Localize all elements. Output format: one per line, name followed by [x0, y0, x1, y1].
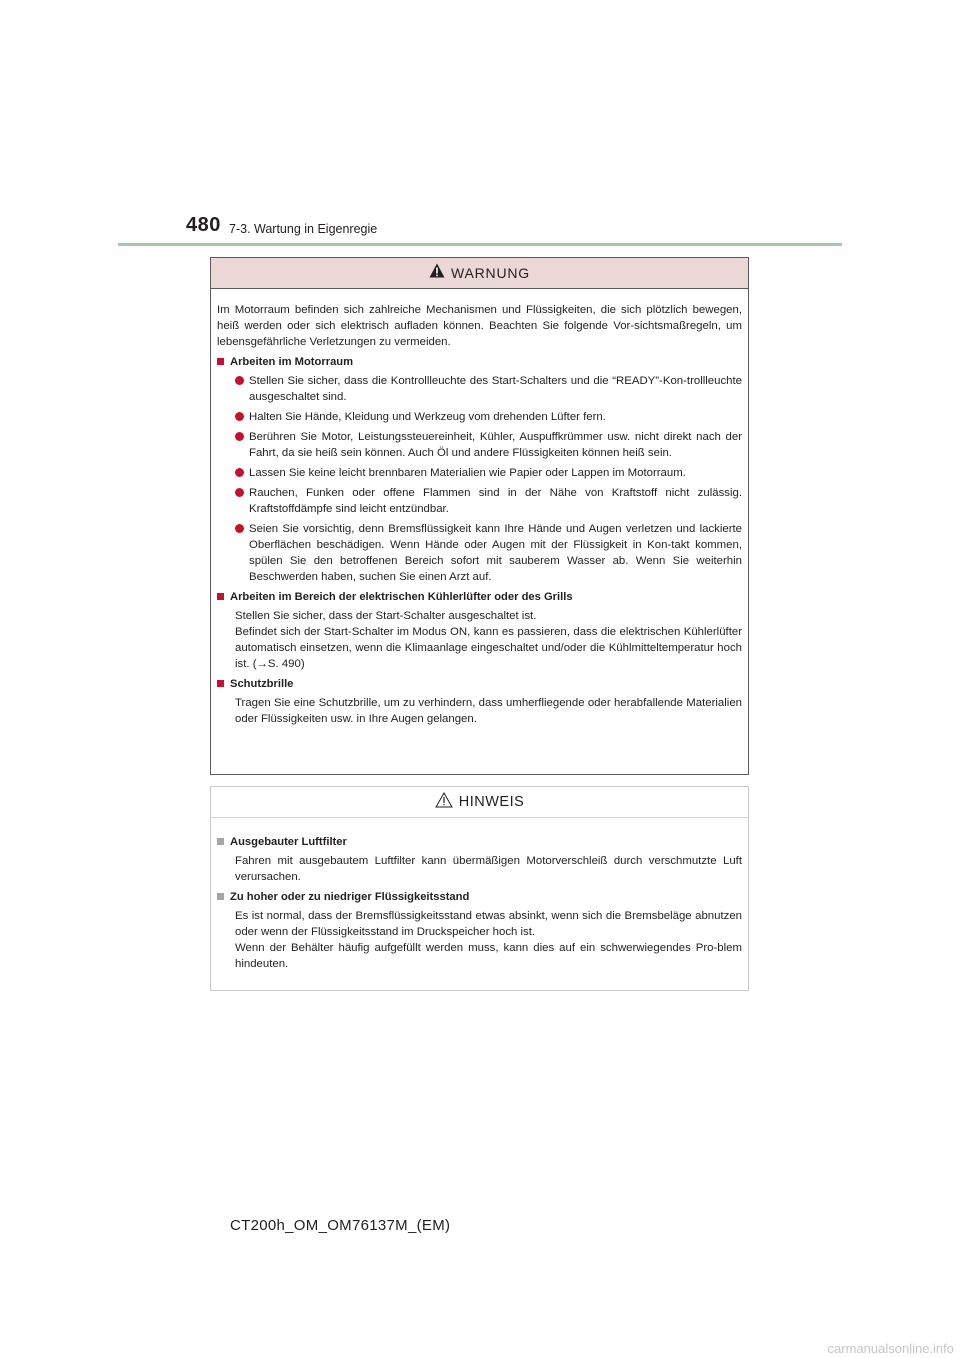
- round-bullet-icon: [235, 432, 244, 441]
- notice-text: Wenn der Behälter häufig aufgefüllt werden muss, kann dies auf ein schwerwiegendes Pro-blem hindeuten.: [235, 942, 742, 970]
- list-item: Seien Sie vorsichtig, denn Bremsflüssigkeit kann Ihre Hände und Augen verletzen und lackierte Oberflächen beschädigen. Wenn Hände oder Augen mit der Flüssigkeit in Kon-takt kommen, spülen Sie den betroffenen Bereich sofort mit sauberem Wasser ab. Wenn Sie weiterhin Beschwerden haben, suchen Sie einen Arzt auf.: [235, 521, 742, 585]
- list-item: Halten Sie Hände, Kleidung und Werkzeug vom drehenden Lüfter fern.: [235, 409, 742, 425]
- list-item: Rauchen, Funken oder offene Flammen sind in der Nähe von Kraftstoff nicht zulässig. Kraftstoffdämpfe sind leicht entzündbar.: [235, 485, 742, 517]
- watermark: carmanualsonline.info: [827, 1341, 954, 1356]
- caution-triangle-outline-icon: [435, 792, 453, 813]
- header-rule: [118, 243, 842, 246]
- notice-section-heading: Ausgebauter Luftfilter: [217, 834, 742, 850]
- warning-intro: Im Motorraum befinden sich zahlreiche Mechanismen und Flüssigkeiten, die sich plötzlich bewegen, heiß werden oder sich elektrisch aufladen können. Beachten Sie folgende Vor-sichtsmaßregeln, um lebensgefährliche Verletzungen zu vermeiden.: [217, 304, 742, 348]
- warning-section-heading: Arbeiten im Bereich der elektrischen Kühlerlüfter oder des Grills: [217, 589, 742, 605]
- list-item: Lassen Sie keine leicht brennbaren Materialien wie Papier oder Lappen im Motorraum.: [235, 465, 742, 481]
- square-bullet-icon: [217, 358, 224, 365]
- warning-text: Befindet sich der Start-Schalter im Modus ON, kann es passieren, dass die elektrischen Kühlerlüfter automatisch einsetzen, wenn die Klimaanlage eingeschaltet und/oder die Kühlmitteltemperatur hoch ist. (→S. 490): [235, 626, 742, 670]
- warning-header: [211, 258, 748, 289]
- notice-text: Es ist normal, dass der Bremsflüssigkeitsstand etwas absinkt, wenn sich die Bremsbeläge abnutzen oder wenn der Flüssigkeitsstand im Druckspeicher hoch ist.: [235, 910, 742, 938]
- round-bullet-icon: [235, 468, 244, 477]
- square-bullet-icon: [217, 593, 224, 600]
- round-bullet-icon: [235, 524, 244, 533]
- notice-header: [211, 787, 748, 818]
- page-number: 480: [186, 214, 221, 236]
- round-bullet-icon: [235, 412, 244, 421]
- notice-text: Fahren mit ausgebautem Luftfilter kann übermäßigen Motorverschleiß durch verschmutzte Luft verursachen.: [235, 855, 742, 883]
- document-code: CT200h_OM_OM76137M_(EM): [230, 1217, 451, 1234]
- section-title: 7-3. Wartung in Eigenregie: [229, 222, 378, 236]
- warning-text: Stellen Sie sicher, dass der Start-Schalter ausgeschaltet ist.: [235, 610, 537, 622]
- warning-body: [211, 289, 748, 727]
- list-item: Berühren Sie Motor, Leistungssteuereinheit, Kühler, Auspuffkrümmer usw. nicht direkt nach der Fahrt, da sie heiß sein können. Auch Öl und andere Flüssigkeiten können heiß sein.: [235, 429, 742, 461]
- notice-title: HINWEIS: [458, 794, 525, 810]
- square-bullet-icon: [217, 893, 224, 900]
- round-bullet-icon: [235, 376, 244, 385]
- square-bullet-icon: [217, 838, 224, 845]
- warning-title: WARNUNG: [451, 265, 530, 281]
- warning-text: Tragen Sie eine Schutzbrille, um zu verhindern, dass umherfliegende oder herabfallende Materialien oder Flüssigkeiten usw. in Ihre Augen gelangen.: [235, 697, 742, 725]
- warning-section-heading: Schutzbrille: [217, 676, 742, 692]
- warning-section-heading: Arbeiten im Motorraum: [217, 354, 742, 370]
- warning-box: [210, 257, 749, 775]
- notice-body: [211, 818, 748, 972]
- notice-box: [210, 786, 749, 991]
- square-bullet-icon: [217, 680, 224, 687]
- list-item: Stellen Sie sicher, dass die Kontrollleuchte des Start-Schalters und die “READY”-Kon-trollleuchte ausgeschaltet sind.: [235, 373, 742, 405]
- warning-triangle-icon: [429, 263, 445, 283]
- notice-section-heading: Zu hoher oder zu niedriger Flüssigkeitsstand: [217, 889, 742, 905]
- round-bullet-icon: [235, 488, 244, 497]
